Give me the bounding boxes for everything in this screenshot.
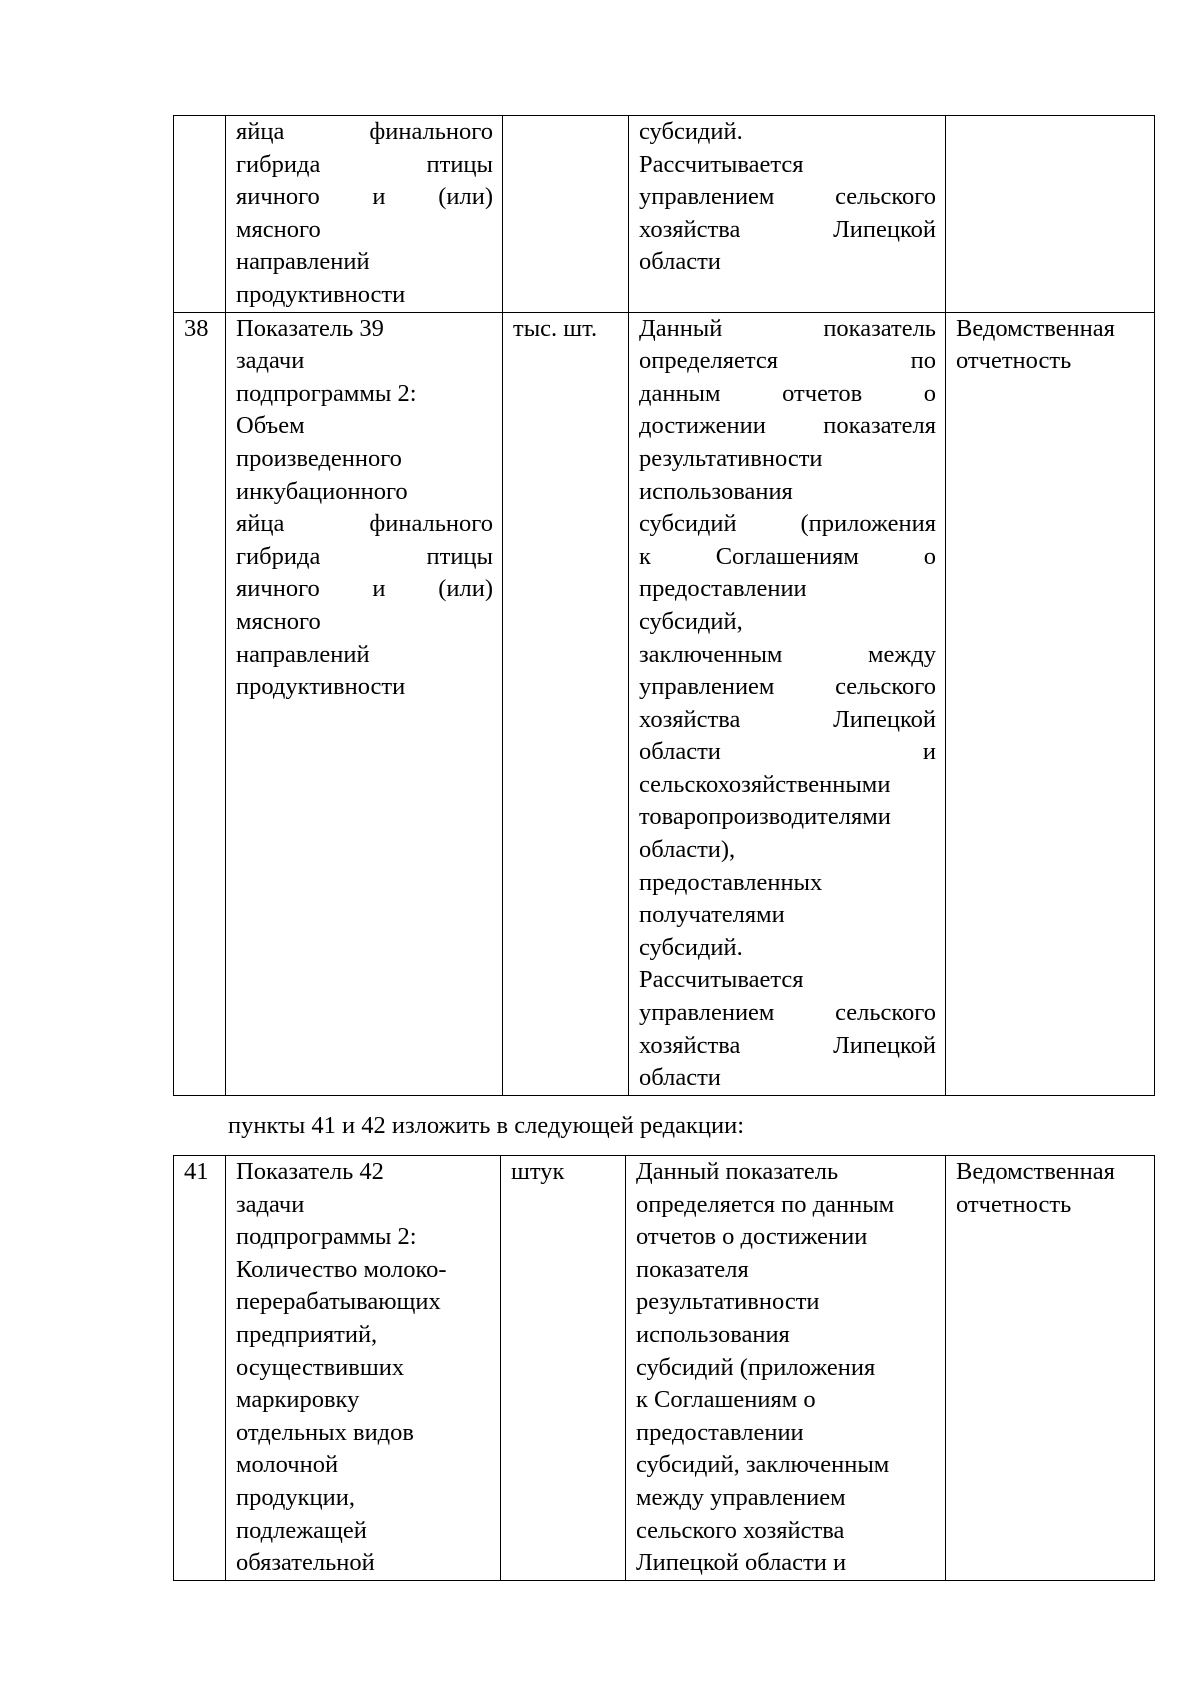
table-row [174, 312, 1155, 1095]
unit-cell: штук [501, 1156, 626, 1581]
indicators-table-new [173, 1155, 1155, 1581]
row-number-cell [174, 116, 226, 313]
method-cell: Данный показатель определяется по данным отчетов о достижении показателя результативности использования субсидий (приложения к Соглашениям о предоставлении субсидий, заключенным между управлением сельского хозяйства Липецкой области и [626, 1156, 946, 1581]
source-cell: Ведомственная отчетность [946, 312, 1155, 1095]
source-cell [946, 116, 1155, 313]
indicator-cell: Показатель 39 задачи подпрограммы 2: Объем произведенного инкубационного яйца финального гибрида птицы яичного и (или) мясного направлений продуктивности [226, 312, 503, 1095]
unit-cell: тыс. шт. [503, 312, 629, 1095]
indicator-cell: Показатель 42 задачи подпрограммы 2: Количество молоко- перерабатывающих предприятий, осуществивших маркировку отдельных видов молочной продукции, подлежащей обязательной [226, 1156, 501, 1581]
method-cell: Данный показатель определяется по данным отчетов о достижении показателя результативности использования субсидий (приложения к Соглашениям о предоставлении субсидий, заключенным между управлением сельского хозяйства Липецкой области и сельскохозяйственными товаропроизводителями области), предоставленных получателями субсидий. Рассчитывается управлением сельского хозяйства Липецкой области [629, 312, 946, 1095]
amendment-instruction: пункты 41 и 42 изложить в следующей редакции: [228, 1112, 745, 1139]
unit-cell [503, 116, 629, 313]
table-row [174, 1156, 1155, 1581]
row-number-cell: 38 [174, 312, 226, 1095]
indicators-table-continued [173, 115, 1155, 1096]
table-row [174, 116, 1155, 313]
source-cell: Ведомственная отчетность [946, 1156, 1155, 1581]
method-cell: субсидий. Рассчитывается управлением сельского хозяйства Липецкой области [629, 116, 946, 313]
row-number-cell: 41 [174, 1156, 226, 1581]
indicator-cell: яйца финального гибрида птицы яичного и (или) мясного направлений продуктивности [226, 116, 503, 313]
